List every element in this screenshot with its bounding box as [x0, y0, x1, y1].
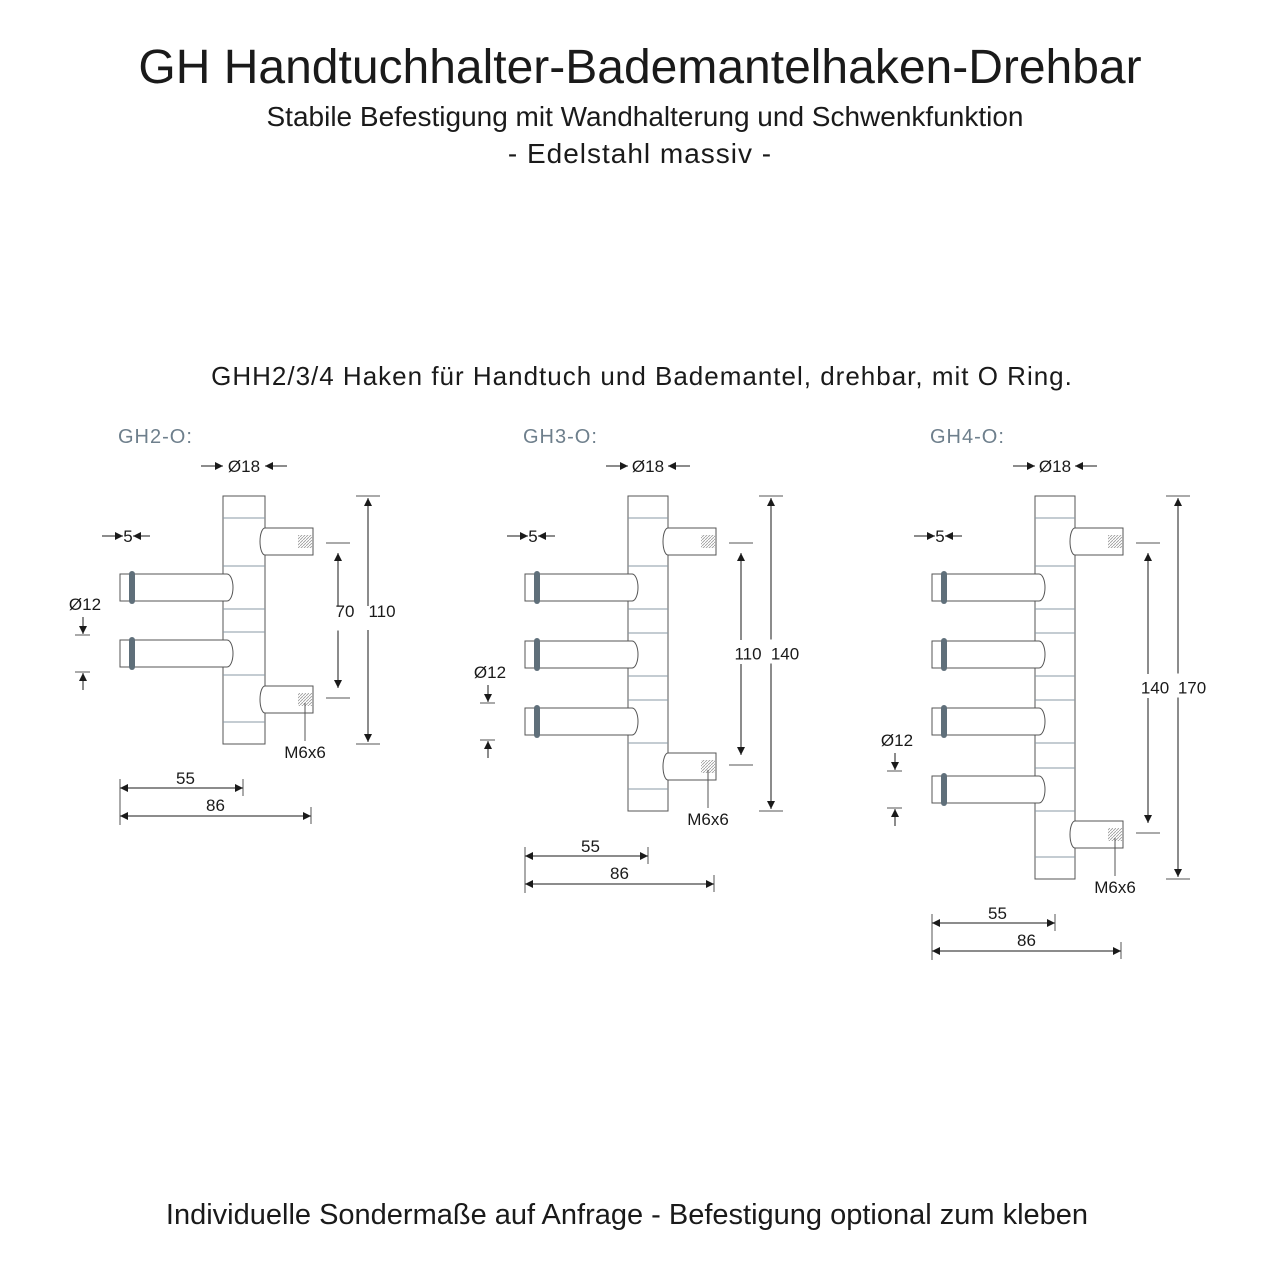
- top-mount-pin: [260, 528, 313, 555]
- page-title: GH Handtuchhalter-Bademantelhaken-Drehbar: [138, 41, 1142, 94]
- height-label: 110: [368, 602, 396, 621]
- o-ring: [941, 571, 947, 604]
- hook-3: [525, 705, 638, 738]
- hook-1: [525, 571, 638, 604]
- section-heading: GHH2/3/4 Haken für Handtuch und Bademantel, drehbar, mit O Ring.: [211, 361, 1073, 391]
- hook-diameter-label: Ø12: [473, 663, 507, 682]
- o-ring: [129, 571, 135, 604]
- hook-bar: [525, 641, 638, 668]
- o-ring: [941, 773, 947, 806]
- hook-bar: [120, 640, 233, 667]
- hook-bar: [932, 776, 1045, 803]
- model-drawing-3: [474, 426, 806, 893]
- model-label: GH4-O:: [930, 426, 1005, 448]
- hook-bar: [932, 708, 1045, 735]
- wall-plate: [223, 496, 265, 744]
- o-ring: [941, 638, 947, 671]
- o-ring: [129, 637, 135, 670]
- hook-3: [932, 705, 1045, 738]
- ring-offset-label: 5: [935, 527, 945, 546]
- thread-hatch: [701, 535, 715, 548]
- hook-2: [120, 637, 233, 670]
- hook-4: [932, 773, 1045, 806]
- ring-offset-label: 5: [528, 527, 538, 546]
- spacing-label: 110: [734, 644, 762, 664]
- page-subtitle: Stabile Befestigung mit Wandhalterung und Schwenkfunktion: [266, 101, 1024, 132]
- rail-diameter-label: Ø18: [1038, 457, 1072, 476]
- top-mount-pin: [1070, 528, 1123, 555]
- hook-bar: [525, 574, 638, 601]
- o-ring: [534, 638, 540, 671]
- ring-offset-label: 5: [123, 527, 133, 546]
- depth-total-label: 86: [1017, 931, 1036, 950]
- hook-1: [932, 571, 1045, 604]
- hook-2: [525, 638, 638, 671]
- top-mount-pin: [663, 528, 716, 555]
- spacing-label: 140: [1140, 678, 1170, 698]
- thread-hatch: [1108, 535, 1122, 548]
- model-drawings: [69, 426, 1213, 960]
- thread-label: M6x6: [687, 810, 729, 829]
- depth-hook-label: 55: [988, 904, 1007, 923]
- o-ring: [534, 705, 540, 738]
- model-drawing-4: [881, 426, 1213, 960]
- depth-total-label: 86: [206, 796, 225, 815]
- hook-bar: [932, 641, 1045, 668]
- footer-note: Individuelle Sondermaße auf Anfrage - Befestigung optional zum kleben: [165, 1199, 1089, 1231]
- rail-diameter-label: Ø18: [631, 457, 665, 476]
- model-drawing-2: [69, 426, 403, 825]
- hook-1: [120, 571, 233, 604]
- height-label: 170: [1177, 678, 1207, 698]
- hook-diameter-label: Ø12: [880, 731, 914, 750]
- hook-bar: [120, 574, 233, 601]
- rail-diameter-label: Ø18: [227, 457, 261, 476]
- depth-hook-label: 55: [176, 769, 195, 788]
- thread-hatch: [298, 535, 312, 548]
- wall-plate: [1035, 496, 1075, 879]
- hook-bar: [525, 708, 638, 735]
- depth-total-label: 86: [610, 864, 629, 883]
- thread-label: M6x6: [284, 743, 326, 762]
- height-label: 140: [770, 644, 800, 664]
- o-ring: [534, 571, 540, 604]
- hook-diameter-label: Ø12: [68, 595, 102, 614]
- material-note: - Edelstahl massiv -: [507, 138, 773, 169]
- depth-hook-label: 55: [581, 837, 600, 856]
- thread-label: M6x6: [1094, 878, 1136, 897]
- hook-2: [932, 638, 1045, 671]
- o-ring: [941, 705, 947, 738]
- model-label: GH2-O:: [118, 426, 193, 448]
- spacing-label: 70: [335, 602, 355, 621]
- hook-bar: [932, 574, 1045, 601]
- model-label: GH3-O:: [523, 426, 598, 448]
